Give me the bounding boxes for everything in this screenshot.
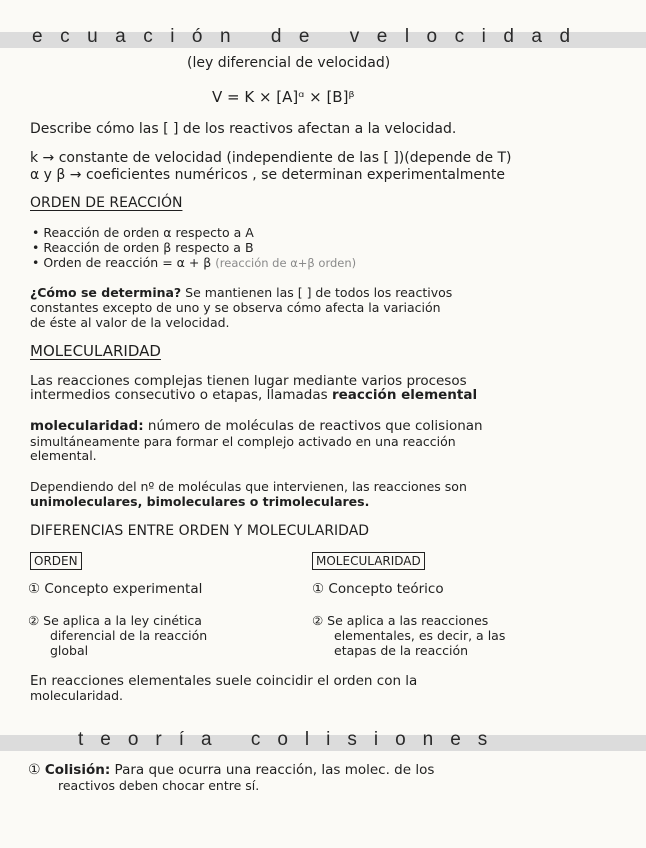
molec-p3-line-1: Dependiendo del nº de moléculas que intervienen, las reacciones son bbox=[30, 479, 467, 494]
determina-question: ¿Cómo se determina? bbox=[30, 285, 182, 300]
molec-p1-line-2 bbox=[30, 389, 477, 402]
rate-formula: V = K × [A]ᵅ × [B]ᵝ bbox=[212, 88, 355, 106]
colision-term: Colisión: bbox=[44, 762, 111, 778]
diferencias-note-line-1: En reacciones elementales suele coincidir el orden con la bbox=[30, 673, 418, 689]
page-title-text: ecuación de velocidad bbox=[32, 26, 588, 47]
orden-bullet-3-note: (reacción de α+β orden) bbox=[215, 256, 357, 270]
diferencias-heading: DIFERENCIAS ENTRE ORDEN Y MOLECULARIDAD bbox=[30, 523, 370, 539]
intro-line-1: Describe cómo las [ ] de los reactivos afectan a la velocidad. bbox=[30, 121, 457, 137]
molec-item-2-line-1: ② Se aplica a las reacciones bbox=[312, 613, 489, 628]
molec-item-2-line-3: etapas de la reacción bbox=[334, 643, 469, 658]
orden-item-2-line-1: ② Se aplica a la ley cinética bbox=[28, 613, 202, 628]
page-title bbox=[32, 26, 622, 48]
orden-item-2-line-3: global bbox=[50, 643, 89, 658]
orden-item-2-line-2: diferencial de la reacción bbox=[50, 628, 208, 643]
orden-item-1: ① Concepto experimental bbox=[28, 581, 203, 597]
orden-bullet-3-text: • Orden de reacción = α + β bbox=[32, 255, 212, 270]
teoria-title bbox=[78, 729, 504, 751]
orden-bullet-1: • Reacción de orden α respecto a A bbox=[32, 225, 254, 240]
molec-p1-line-1: Las reacciones complejas tienen lugar mediante varios procesos bbox=[30, 373, 467, 389]
colision-number: ① bbox=[28, 762, 41, 778]
molec-item-2-line-2: elementales, es decir, a las bbox=[334, 628, 506, 643]
molec-def-line-3: elemental. bbox=[30, 448, 97, 463]
molecularidad-heading: MOLECULARIDAD bbox=[30, 342, 161, 360]
orden-column-title: ORDEN bbox=[30, 552, 82, 570]
molec-p1-line-2-text: intermedios consecutivo o etapas, llamadas bbox=[30, 387, 328, 403]
intro-line-3: α y β → coeficientes numéricos , se determinan experimentalmente bbox=[30, 167, 506, 183]
intro-line-2: k → constante de velocidad (independiente de las [ ])(depende de T) bbox=[30, 150, 512, 166]
molecularidad-term: molecularidad: bbox=[30, 418, 144, 434]
orden-heading: ORDEN DE REACCIÓN bbox=[30, 195, 183, 211]
determina-line-3: de éste al valor de la velocidad. bbox=[30, 315, 230, 330]
colision-line-1-text: Para que ocurra una reacción, las molec. de los bbox=[114, 762, 435, 778]
determina-line-2: constantes excepto de uno y se observa cómo afecta la variación bbox=[30, 300, 441, 315]
molec-def-line-1-text: número de moléculas de reactivos que colisionan bbox=[147, 418, 483, 434]
determina-line-1 bbox=[30, 286, 452, 299]
molec-item-1: ① Concepto teórico bbox=[312, 581, 444, 597]
molec-def-line-1 bbox=[30, 420, 483, 433]
orden-bullet-3 bbox=[32, 256, 356, 270]
reaccion-elemental-term: reacción elemental bbox=[331, 387, 478, 403]
molec-def-line-2: simultáneamente para formar el complejo activado en una reacción bbox=[30, 434, 456, 449]
molec-types: unimoleculares, bimoleculares o trimoleculares. bbox=[30, 494, 370, 509]
subtitle: (ley diferencial de velocidad) bbox=[187, 55, 391, 71]
teoria-title-text: teoría colisiones bbox=[78, 729, 505, 750]
determina-line-1-text: Se mantienen las [ ] de todos los reactivos bbox=[185, 285, 453, 300]
molecularidad-column-title: MOLECULARIDAD bbox=[312, 552, 425, 570]
colision-line-2: reactivos deben chocar entre sí. bbox=[58, 778, 260, 793]
colision-line-1 bbox=[28, 764, 434, 777]
diferencias-note-line-2: molecularidad. bbox=[30, 688, 124, 703]
orden-bullet-2: • Reacción de orden β respecto a B bbox=[32, 240, 254, 255]
